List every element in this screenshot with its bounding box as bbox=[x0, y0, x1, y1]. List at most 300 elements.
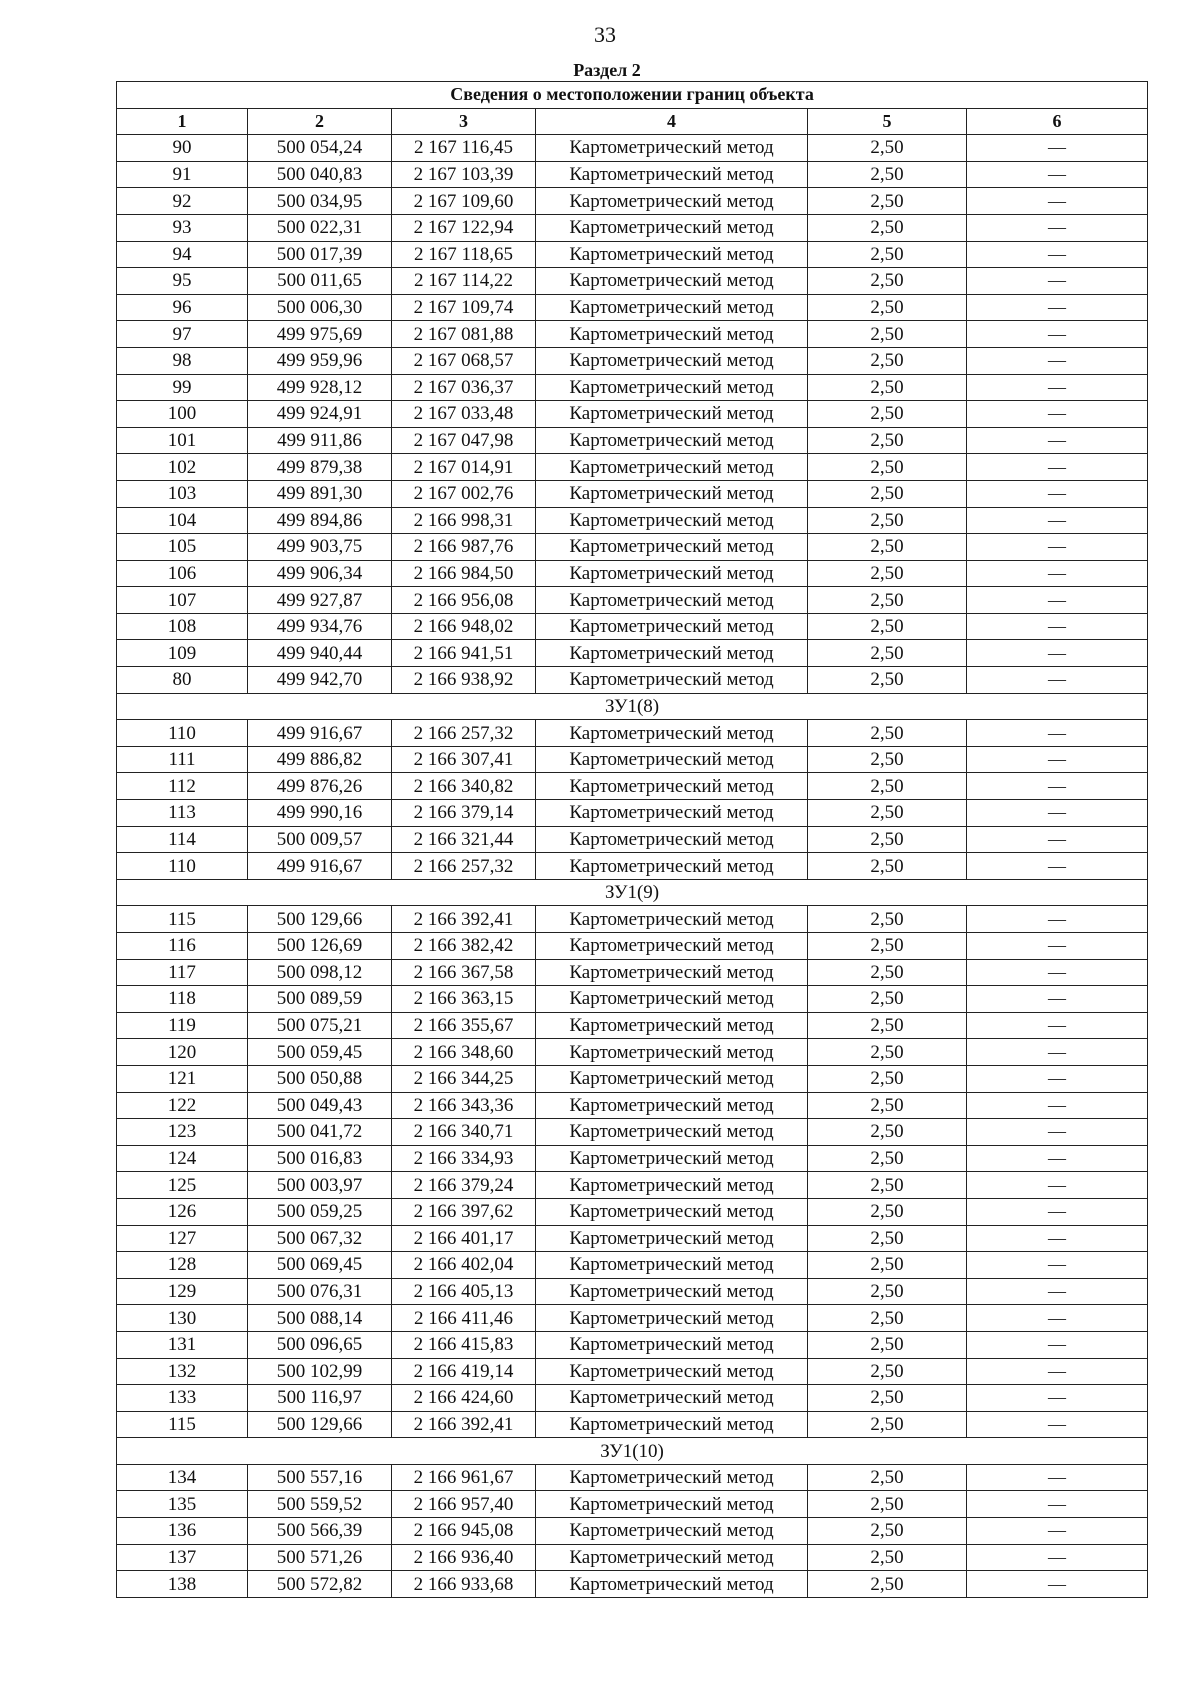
table-row bbox=[117, 135, 1148, 162]
point-number-cell: 132 bbox=[117, 1358, 248, 1385]
point-number-cell: 91 bbox=[117, 161, 248, 188]
point-number-cell: 115 bbox=[117, 1411, 248, 1438]
x-coordinate-cell: 500 559,52 bbox=[248, 1491, 392, 1518]
description-cell: — bbox=[967, 613, 1148, 640]
x-coordinate-cell: 500 059,45 bbox=[248, 1039, 392, 1066]
description-cell: — bbox=[967, 1252, 1148, 1279]
x-coordinate-cell: 500 088,14 bbox=[248, 1305, 392, 1332]
y-coordinate-cell: 2 166 379,24 bbox=[392, 1172, 536, 1199]
x-coordinate-cell: 499 916,67 bbox=[248, 720, 392, 747]
point-number-cell: 124 bbox=[117, 1145, 248, 1172]
x-coordinate-cell: 500 041,72 bbox=[248, 1119, 392, 1146]
x-coordinate-cell: 500 571,26 bbox=[248, 1544, 392, 1571]
y-coordinate-cell: 2 167 002,76 bbox=[392, 480, 536, 507]
boundary-coordinates-table bbox=[116, 81, 1148, 1598]
table-row bbox=[117, 1491, 1148, 1518]
y-coordinate-cell: 2 167 109,60 bbox=[392, 188, 536, 215]
table-row bbox=[117, 1385, 1148, 1412]
accuracy-cell: 2,50 bbox=[808, 161, 967, 188]
accuracy-cell: 2,50 bbox=[808, 135, 967, 162]
y-coordinate-cell: 2 166 355,67 bbox=[392, 1012, 536, 1039]
accuracy-cell: 2,50 bbox=[808, 1464, 967, 1491]
table-row bbox=[117, 1225, 1148, 1252]
x-coordinate-cell: 499 942,70 bbox=[248, 667, 392, 694]
point-number-cell: 90 bbox=[117, 135, 248, 162]
table-row bbox=[117, 640, 1148, 667]
method-cell: Картометрический метод bbox=[536, 613, 808, 640]
description-cell: — bbox=[967, 1385, 1148, 1412]
accuracy-cell: 2,50 bbox=[808, 587, 967, 614]
method-cell: Картометрический метод bbox=[536, 1172, 808, 1199]
description-cell: — bbox=[967, 587, 1148, 614]
point-number-cell: 123 bbox=[117, 1119, 248, 1146]
table-row bbox=[117, 1571, 1148, 1598]
page-number: 33 bbox=[594, 22, 616, 47]
point-number-cell: 128 bbox=[117, 1252, 248, 1279]
method-cell: Картометрический метод bbox=[536, 1491, 808, 1518]
x-coordinate-cell: 499 894,86 bbox=[248, 507, 392, 534]
x-coordinate-cell: 500 557,16 bbox=[248, 1464, 392, 1491]
description-cell: — bbox=[967, 480, 1148, 507]
method-cell: Картометрический метод bbox=[536, 241, 808, 268]
y-coordinate-cell: 2 166 419,14 bbox=[392, 1358, 536, 1385]
table-row bbox=[117, 667, 1148, 694]
description-cell: — bbox=[967, 1464, 1148, 1491]
y-coordinate-cell: 2 166 956,08 bbox=[392, 587, 536, 614]
x-coordinate-cell: 499 876,26 bbox=[248, 773, 392, 800]
y-coordinate-cell: 2 166 411,46 bbox=[392, 1305, 536, 1332]
accuracy-cell: 2,50 bbox=[808, 560, 967, 587]
method-cell: Картометрический метод bbox=[536, 1252, 808, 1279]
accuracy-cell: 2,50 bbox=[808, 933, 967, 960]
description-cell: — bbox=[967, 773, 1148, 800]
y-coordinate-cell: 2 166 344,25 bbox=[392, 1065, 536, 1092]
description-cell: — bbox=[967, 560, 1148, 587]
description-cell: — bbox=[967, 746, 1148, 773]
y-coordinate-cell: 2 167 036,37 bbox=[392, 374, 536, 401]
x-coordinate-cell: 500 040,83 bbox=[248, 161, 392, 188]
x-coordinate-cell: 500 017,39 bbox=[248, 241, 392, 268]
x-coordinate-cell: 499 906,34 bbox=[248, 560, 392, 587]
table-row bbox=[117, 959, 1148, 986]
method-cell: Картометрический метод bbox=[536, 534, 808, 561]
table-row bbox=[117, 1172, 1148, 1199]
description-cell: — bbox=[967, 640, 1148, 667]
method-cell: Картометрический метод bbox=[536, 1305, 808, 1332]
accuracy-cell: 2,50 bbox=[808, 321, 967, 348]
y-coordinate-cell: 2 166 957,40 bbox=[392, 1491, 536, 1518]
point-number-cell: 94 bbox=[117, 241, 248, 268]
y-coordinate-cell: 2 166 257,32 bbox=[392, 720, 536, 747]
point-number-cell: 114 bbox=[117, 826, 248, 853]
description-cell: — bbox=[967, 268, 1148, 295]
y-coordinate-cell: 2 166 401,17 bbox=[392, 1225, 536, 1252]
table-row bbox=[117, 1358, 1148, 1385]
method-cell: Картометрический метод bbox=[536, 214, 808, 241]
method-cell: Картометрический метод bbox=[536, 826, 808, 853]
description-cell: — bbox=[967, 321, 1148, 348]
point-number-cell: 112 bbox=[117, 773, 248, 800]
method-cell: Картометрический метод bbox=[536, 1331, 808, 1358]
table-row bbox=[117, 268, 1148, 295]
x-coordinate-cell: 500 006,30 bbox=[248, 294, 392, 321]
x-coordinate-cell: 500 075,21 bbox=[248, 1012, 392, 1039]
x-coordinate-cell: 500 054,24 bbox=[248, 135, 392, 162]
method-cell: Картометрический метод bbox=[536, 1039, 808, 1066]
accuracy-cell: 2,50 bbox=[808, 1039, 967, 1066]
y-coordinate-cell: 2 166 334,93 bbox=[392, 1145, 536, 1172]
table-row bbox=[117, 1464, 1148, 1491]
description-cell: — bbox=[967, 1092, 1148, 1119]
accuracy-cell: 2,50 bbox=[808, 294, 967, 321]
accuracy-cell: 2,50 bbox=[808, 534, 967, 561]
method-cell: Картометрический метод bbox=[536, 959, 808, 986]
point-number-cell: 127 bbox=[117, 1225, 248, 1252]
accuracy-cell: 2,50 bbox=[808, 401, 967, 428]
y-coordinate-cell: 2 166 340,82 bbox=[392, 773, 536, 800]
description-cell: — bbox=[967, 135, 1148, 162]
table-row bbox=[117, 1119, 1148, 1146]
x-coordinate-cell: 499 959,96 bbox=[248, 347, 392, 374]
description-cell: — bbox=[967, 241, 1148, 268]
method-cell: Картометрический метод bbox=[536, 720, 808, 747]
table-row bbox=[117, 613, 1148, 640]
description-cell: — bbox=[967, 427, 1148, 454]
table-row bbox=[117, 560, 1148, 587]
description-cell: — bbox=[967, 507, 1148, 534]
description-cell: — bbox=[967, 1411, 1148, 1438]
x-coordinate-cell: 500 116,97 bbox=[248, 1385, 392, 1412]
point-number-cell: 92 bbox=[117, 188, 248, 215]
accuracy-cell: 2,50 bbox=[808, 1544, 967, 1571]
point-number-cell: 110 bbox=[117, 720, 248, 747]
table-row bbox=[117, 294, 1148, 321]
table-row bbox=[117, 1411, 1148, 1438]
method-cell: Картометрический метод bbox=[536, 480, 808, 507]
method-cell: Картометрический метод bbox=[536, 1518, 808, 1545]
y-coordinate-cell: 2 166 941,51 bbox=[392, 640, 536, 667]
table-row bbox=[117, 321, 1148, 348]
point-number-cell: 100 bbox=[117, 401, 248, 428]
y-coordinate-cell: 2 166 948,02 bbox=[392, 613, 536, 640]
method-cell: Картометрический метод bbox=[536, 587, 808, 614]
description-cell: — bbox=[967, 161, 1148, 188]
table-row bbox=[117, 773, 1148, 800]
point-number-cell: 99 bbox=[117, 374, 248, 401]
point-number-cell: 108 bbox=[117, 613, 248, 640]
method-cell: Картометрический метод bbox=[536, 906, 808, 933]
method-cell: Картометрический метод bbox=[536, 321, 808, 348]
table-row bbox=[117, 1252, 1148, 1279]
point-number-cell: 137 bbox=[117, 1544, 248, 1571]
y-coordinate-cell: 2 166 987,76 bbox=[392, 534, 536, 561]
y-coordinate-cell: 2 166 379,14 bbox=[392, 800, 536, 827]
y-coordinate-cell: 2 166 405,13 bbox=[392, 1278, 536, 1305]
y-coordinate-cell: 2 166 257,32 bbox=[392, 853, 536, 880]
method-cell: Картометрический метод bbox=[536, 294, 808, 321]
description-cell: — bbox=[967, 906, 1148, 933]
table-row bbox=[117, 214, 1148, 241]
description-cell: — bbox=[967, 853, 1148, 880]
table-row bbox=[117, 1331, 1148, 1358]
point-number-cell: 135 bbox=[117, 1491, 248, 1518]
accuracy-cell: 2,50 bbox=[808, 906, 967, 933]
point-number-cell: 125 bbox=[117, 1172, 248, 1199]
point-number-cell: 80 bbox=[117, 667, 248, 694]
point-number-cell: 103 bbox=[117, 480, 248, 507]
accuracy-cell: 2,50 bbox=[808, 454, 967, 481]
group-row bbox=[117, 879, 1148, 906]
column-header: 3 bbox=[392, 108, 536, 135]
x-coordinate-cell: 500 089,59 bbox=[248, 986, 392, 1013]
y-coordinate-cell: 2 166 392,41 bbox=[392, 1411, 536, 1438]
accuracy-cell: 2,50 bbox=[808, 480, 967, 507]
point-number-cell: 136 bbox=[117, 1518, 248, 1545]
method-cell: Картометрический метод bbox=[536, 374, 808, 401]
y-coordinate-cell: 2 166 936,40 bbox=[392, 1544, 536, 1571]
y-coordinate-cell: 2 166 424,60 bbox=[392, 1385, 536, 1412]
table-row bbox=[117, 587, 1148, 614]
column-header: 6 bbox=[967, 108, 1148, 135]
y-coordinate-cell: 2 166 348,60 bbox=[392, 1039, 536, 1066]
accuracy-cell: 2,50 bbox=[808, 347, 967, 374]
x-coordinate-cell: 499 903,75 bbox=[248, 534, 392, 561]
description-cell: — bbox=[967, 1012, 1148, 1039]
accuracy-cell: 2,50 bbox=[808, 1145, 967, 1172]
column-header: 2 bbox=[248, 108, 392, 135]
x-coordinate-cell: 500 022,31 bbox=[248, 214, 392, 241]
description-cell: — bbox=[967, 374, 1148, 401]
section-title: Раздел 2 bbox=[573, 60, 641, 80]
table-row bbox=[117, 720, 1148, 747]
column-header: 1 bbox=[117, 108, 248, 135]
description-cell: — bbox=[967, 1225, 1148, 1252]
description-cell: — bbox=[967, 1571, 1148, 1598]
table-row bbox=[117, 986, 1148, 1013]
table-row bbox=[117, 401, 1148, 428]
y-coordinate-cell: 2 167 109,74 bbox=[392, 294, 536, 321]
description-cell: — bbox=[967, 1145, 1148, 1172]
accuracy-cell: 2,50 bbox=[808, 1092, 967, 1119]
method-cell: Картометрический метод bbox=[536, 853, 808, 880]
accuracy-cell: 2,50 bbox=[808, 1358, 967, 1385]
y-coordinate-cell: 2 167 118,65 bbox=[392, 241, 536, 268]
method-cell: Картометрический метод bbox=[536, 1278, 808, 1305]
x-coordinate-cell: 500 069,45 bbox=[248, 1252, 392, 1279]
method-cell: Картометрический метод bbox=[536, 135, 808, 162]
description-cell: — bbox=[967, 667, 1148, 694]
method-cell: Картометрический метод bbox=[536, 933, 808, 960]
description-cell: — bbox=[967, 401, 1148, 428]
description-cell: — bbox=[967, 1305, 1148, 1332]
x-coordinate-cell: 500 059,25 bbox=[248, 1198, 392, 1225]
group-label: ЗУ1(10) bbox=[117, 1438, 1148, 1465]
accuracy-cell: 2,50 bbox=[808, 214, 967, 241]
accuracy-cell: 2,50 bbox=[808, 853, 967, 880]
x-coordinate-cell: 500 034,95 bbox=[248, 188, 392, 215]
y-coordinate-cell: 2 166 984,50 bbox=[392, 560, 536, 587]
x-coordinate-cell: 499 911,86 bbox=[248, 427, 392, 454]
table-row bbox=[117, 534, 1148, 561]
x-coordinate-cell: 499 891,30 bbox=[248, 480, 392, 507]
point-number-cell: 97 bbox=[117, 321, 248, 348]
point-number-cell: 130 bbox=[117, 1305, 248, 1332]
y-coordinate-cell: 2 167 116,45 bbox=[392, 135, 536, 162]
table-row bbox=[117, 374, 1148, 401]
method-cell: Картометрический метод bbox=[536, 427, 808, 454]
table-row bbox=[117, 1278, 1148, 1305]
point-number-cell: 101 bbox=[117, 427, 248, 454]
y-coordinate-cell: 2 166 402,04 bbox=[392, 1252, 536, 1279]
x-coordinate-cell: 499 940,44 bbox=[248, 640, 392, 667]
point-number-cell: 117 bbox=[117, 959, 248, 986]
table-row bbox=[117, 1065, 1148, 1092]
y-coordinate-cell: 2 167 047,98 bbox=[392, 427, 536, 454]
point-number-cell: 131 bbox=[117, 1331, 248, 1358]
accuracy-cell: 2,50 bbox=[808, 959, 967, 986]
point-number-cell: 111 bbox=[117, 746, 248, 773]
x-coordinate-cell: 500 003,97 bbox=[248, 1172, 392, 1199]
x-coordinate-cell: 499 916,67 bbox=[248, 853, 392, 880]
description-cell: — bbox=[967, 826, 1148, 853]
x-coordinate-cell: 500 566,39 bbox=[248, 1518, 392, 1545]
accuracy-cell: 2,50 bbox=[808, 1172, 967, 1199]
point-number-cell: 120 bbox=[117, 1039, 248, 1066]
accuracy-cell: 2,50 bbox=[808, 640, 967, 667]
table-row bbox=[117, 161, 1148, 188]
method-cell: Картометрический метод bbox=[536, 454, 808, 481]
method-cell: Картометрический метод bbox=[536, 986, 808, 1013]
description-cell: — bbox=[967, 959, 1148, 986]
method-cell: Картометрический метод bbox=[536, 1385, 808, 1412]
point-number-cell: 119 bbox=[117, 1012, 248, 1039]
accuracy-cell: 2,50 bbox=[808, 1225, 967, 1252]
group-label: ЗУ1(9) bbox=[117, 879, 1148, 906]
y-coordinate-cell: 2 166 961,67 bbox=[392, 1464, 536, 1491]
method-cell: Картометрический метод bbox=[536, 1358, 808, 1385]
x-coordinate-cell: 500 076,31 bbox=[248, 1278, 392, 1305]
y-coordinate-cell: 2 167 114,22 bbox=[392, 268, 536, 295]
accuracy-cell: 2,50 bbox=[808, 1278, 967, 1305]
y-coordinate-cell: 2 166 933,68 bbox=[392, 1571, 536, 1598]
point-number-cell: 126 bbox=[117, 1198, 248, 1225]
x-coordinate-cell: 500 067,32 bbox=[248, 1225, 392, 1252]
x-coordinate-cell: 499 990,16 bbox=[248, 800, 392, 827]
description-cell: — bbox=[967, 347, 1148, 374]
accuracy-cell: 2,50 bbox=[808, 1331, 967, 1358]
accuracy-cell: 2,50 bbox=[808, 1065, 967, 1092]
description-cell: — bbox=[967, 933, 1148, 960]
table-row bbox=[117, 800, 1148, 827]
table-row bbox=[117, 746, 1148, 773]
x-coordinate-cell: 500 050,88 bbox=[248, 1065, 392, 1092]
y-coordinate-cell: 2 166 998,31 bbox=[392, 507, 536, 534]
accuracy-cell: 2,50 bbox=[808, 667, 967, 694]
accuracy-cell: 2,50 bbox=[808, 826, 967, 853]
group-row bbox=[117, 693, 1148, 720]
x-coordinate-cell: 499 927,87 bbox=[248, 587, 392, 614]
accuracy-cell: 2,50 bbox=[808, 507, 967, 534]
method-cell: Картометрический метод bbox=[536, 1092, 808, 1119]
point-number-cell: 122 bbox=[117, 1092, 248, 1119]
description-cell: — bbox=[967, 1518, 1148, 1545]
point-number-cell: 98 bbox=[117, 347, 248, 374]
description-cell: — bbox=[967, 188, 1148, 215]
y-coordinate-cell: 2 167 081,88 bbox=[392, 321, 536, 348]
accuracy-cell: 2,50 bbox=[808, 1252, 967, 1279]
method-cell: Картометрический метод bbox=[536, 1012, 808, 1039]
column-header: 5 bbox=[808, 108, 967, 135]
accuracy-cell: 2,50 bbox=[808, 268, 967, 295]
accuracy-cell: 2,50 bbox=[808, 1491, 967, 1518]
description-cell: — bbox=[967, 214, 1148, 241]
point-number-cell: 118 bbox=[117, 986, 248, 1013]
method-cell: Картометрический метод bbox=[536, 746, 808, 773]
y-coordinate-cell: 2 166 392,41 bbox=[392, 906, 536, 933]
point-number-cell: 93 bbox=[117, 214, 248, 241]
method-cell: Картометрический метод bbox=[536, 1119, 808, 1146]
accuracy-cell: 2,50 bbox=[808, 613, 967, 640]
x-coordinate-cell: 500 016,83 bbox=[248, 1145, 392, 1172]
table-row bbox=[117, 853, 1148, 880]
point-number-cell: 133 bbox=[117, 1385, 248, 1412]
description-cell: — bbox=[967, 720, 1148, 747]
method-cell: Картометрический метод bbox=[536, 1544, 808, 1571]
method-cell: Картометрический метод bbox=[536, 188, 808, 215]
description-cell: — bbox=[967, 1331, 1148, 1358]
table-row bbox=[117, 1544, 1148, 1571]
description-cell: — bbox=[967, 294, 1148, 321]
accuracy-cell: 2,50 bbox=[808, 188, 967, 215]
accuracy-cell: 2,50 bbox=[808, 427, 967, 454]
table-row bbox=[117, 454, 1148, 481]
accuracy-cell: 2,50 bbox=[808, 1198, 967, 1225]
method-cell: Картометрический метод bbox=[536, 800, 808, 827]
y-coordinate-cell: 2 166 945,08 bbox=[392, 1518, 536, 1545]
table-row bbox=[117, 427, 1148, 454]
x-coordinate-cell: 499 928,12 bbox=[248, 374, 392, 401]
x-coordinate-cell: 500 049,43 bbox=[248, 1092, 392, 1119]
accuracy-cell: 2,50 bbox=[808, 1411, 967, 1438]
y-coordinate-cell: 2 167 033,48 bbox=[392, 401, 536, 428]
method-cell: Картометрический метод bbox=[536, 560, 808, 587]
point-number-cell: 95 bbox=[117, 268, 248, 295]
method-cell: Картометрический метод bbox=[536, 507, 808, 534]
point-number-cell: 113 bbox=[117, 800, 248, 827]
description-cell: — bbox=[967, 1198, 1148, 1225]
y-coordinate-cell: 2 166 340,71 bbox=[392, 1119, 536, 1146]
group-row bbox=[117, 1438, 1148, 1465]
y-coordinate-cell: 2 166 307,41 bbox=[392, 746, 536, 773]
method-cell: Картометрический метод bbox=[536, 640, 808, 667]
description-cell: — bbox=[967, 1119, 1148, 1146]
point-number-cell: 107 bbox=[117, 587, 248, 614]
x-coordinate-cell: 500 129,66 bbox=[248, 1411, 392, 1438]
description-cell: — bbox=[967, 534, 1148, 561]
table-row bbox=[117, 1305, 1148, 1332]
point-number-cell: 102 bbox=[117, 454, 248, 481]
point-number-cell: 110 bbox=[117, 853, 248, 880]
description-cell: — bbox=[967, 1278, 1148, 1305]
point-number-cell: 109 bbox=[117, 640, 248, 667]
y-coordinate-cell: 2 167 122,94 bbox=[392, 214, 536, 241]
table-row bbox=[117, 347, 1148, 374]
point-number-cell: 104 bbox=[117, 507, 248, 534]
table-row bbox=[117, 480, 1148, 507]
table-row bbox=[117, 906, 1148, 933]
method-cell: Картометрический метод bbox=[536, 268, 808, 295]
accuracy-cell: 2,50 bbox=[808, 1012, 967, 1039]
